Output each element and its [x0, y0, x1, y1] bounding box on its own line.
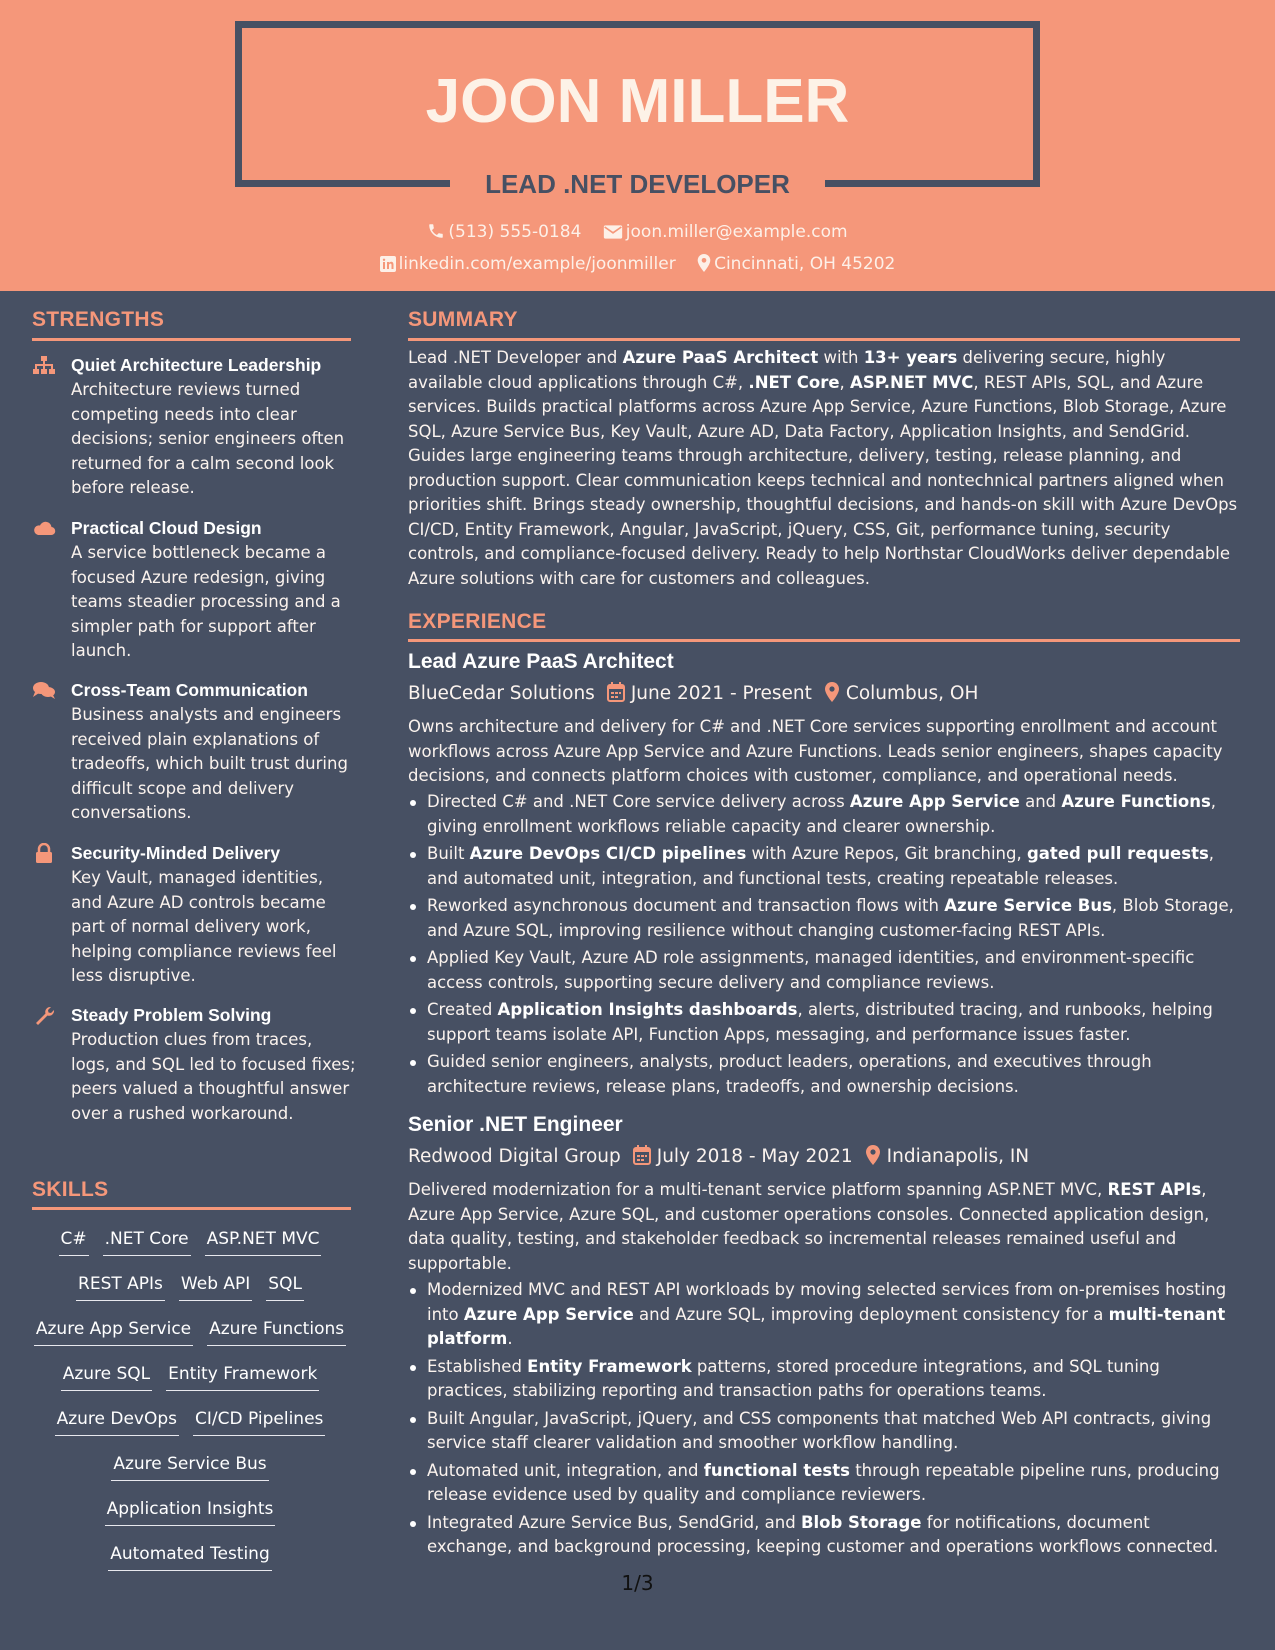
map-marker-icon	[865, 1145, 881, 1165]
job-bullet	[408, 1459, 1238, 1508]
text-run: Created	[427, 1000, 498, 1019]
job-meta	[408, 1144, 1029, 1170]
linkedin-icon	[380, 256, 396, 272]
job-location: Indianapolis, IN	[886, 1146, 1030, 1167]
skill-tag: REST APIs	[76, 1272, 165, 1301]
text-run: ,	[839, 372, 851, 392]
strength-desc: Key Vault, managed identities, and Azure AD controls became part of normal delivery work, helping compliance reviews feel less disruptive.	[71, 868, 337, 985]
contact-row-2	[0, 252, 1275, 276]
skill-tag: .NET Core	[103, 1227, 191, 1256]
job-bullets	[408, 790, 1238, 1102]
skill-tag: ASP.NET MVC	[205, 1227, 322, 1256]
bold-text: Azure DevOps CI/CD pipelines	[469, 844, 747, 863]
strength-name: Quiet Architecture Leadership	[71, 355, 322, 375]
envelope-icon	[603, 224, 623, 240]
text-run: with Azure Repos, Git branching,	[746, 844, 1027, 863]
skill-tag: Azure App Service	[34, 1317, 193, 1346]
text-run: Applied Key Vault, Azure AD role assignments, managed identities, and environment-specific access controls, supporting secure delivery and compliance reviews.	[427, 948, 1195, 992]
strengths-rule	[32, 338, 351, 341]
bold-text: Azure Service Bus	[944, 896, 1112, 915]
bold-text: Entity Framework	[527, 1356, 692, 1376]
skills-row	[20, 1542, 360, 1571]
skill-tag: Azure DevOps	[55, 1407, 179, 1436]
bold-text: gated pull requests	[1026, 844, 1209, 863]
bold-text: Azure App Service	[849, 792, 1020, 811]
phone-text[interactable]: (513) 555-0184	[448, 222, 582, 242]
job-bullet	[408, 1050, 1238, 1099]
phone-icon	[427, 222, 445, 240]
bold-text: Application Insights dashboards	[497, 1000, 798, 1019]
bold-text: REST APIs	[1107, 1180, 1202, 1199]
email-text[interactable]: joon.miller@example.com	[625, 222, 848, 242]
skill-tag: Entity Framework	[166, 1362, 319, 1391]
text-run: Directed C# and .NET Core service delivery across	[427, 792, 850, 811]
text-run: .	[507, 1329, 513, 1348]
summary-rule	[408, 338, 1240, 341]
location-text: Cincinnati, OH 45202	[714, 254, 896, 274]
page-number: 1/3	[621, 1571, 654, 1595]
summary-heading: SUMMARY	[408, 308, 518, 331]
contact-row-1	[0, 220, 1275, 244]
email-item	[603, 220, 848, 244]
text-run: , alerts, distributed tracing, and runbooks, helping support teams isolate API, Function Apps, messaging, and performance issues faster.	[427, 1000, 1213, 1044]
skills-row	[20, 1272, 360, 1301]
text-run: for notifications, document exchange, and background processing, keeping customer and operations workflows connected.	[427, 1512, 1219, 1556]
skills-row	[20, 1362, 360, 1391]
bold-text: Azure PaaS Architect	[622, 348, 819, 367]
comments-icon	[32, 680, 56, 700]
strength-desc: Business analysts and engineers received plain explanations of tradeoffs, which built trust during difficult scope and delivery conversations.	[71, 705, 348, 822]
text-run: , Blob Storage, and Azure SQL, improving resilience without changing customer-facing REST APIs.	[427, 896, 1234, 940]
job-bullet	[408, 894, 1238, 943]
strengths-heading: STRENGTHS	[32, 308, 165, 331]
strength-name: Practical Cloud Design	[71, 518, 262, 538]
text-run: through repeatable pipeline runs, producing release evidence used by quality and compliance reviewers.	[427, 1460, 1220, 1504]
skill-tag: Application Insights	[105, 1497, 276, 1526]
bold-text: ASP.NET MVC	[850, 372, 974, 392]
skill-tag: CI/CD Pipelines	[193, 1407, 325, 1436]
job-title: Senior .NET Engineer	[408, 1113, 623, 1136]
strength-name: Security-Minded Delivery	[71, 843, 281, 863]
job-description	[408, 1178, 1240, 1276]
text-run: Modernized MVC and REST API workloads by moving selected services from on-premises hosting into	[427, 1280, 1227, 1324]
text-run: Established	[427, 1356, 528, 1376]
text-run: Integrated Azure Service Bus, SendGrid, and	[427, 1512, 801, 1532]
calendar-icon	[633, 1145, 651, 1165]
skills-row	[20, 1407, 360, 1436]
skills-row	[20, 1227, 360, 1256]
text-run: , Azure App Service, Azure SQL, and customer operations consoles. Connected application design, data quality, testing, and stakeholder feedback so incremental releases remained useful and supportable.	[408, 1180, 1210, 1273]
job-bullet	[408, 842, 1238, 891]
calendar-icon	[607, 682, 625, 702]
text-run: and	[1019, 792, 1062, 811]
text-run: , and automated unit, integration, and functional tests, creating repeatable releases.	[427, 844, 1215, 888]
job-bullet	[408, 1407, 1238, 1456]
skills-row	[20, 1497, 360, 1526]
map-marker-icon	[697, 254, 711, 272]
text-run: Built	[427, 844, 470, 863]
job-bullet	[408, 998, 1238, 1047]
text-run: Delivered modernization for a multi-tenant service platform spanning ASP.NET MVC,	[408, 1180, 1108, 1199]
job-meta	[408, 681, 978, 707]
bold-text: multi-tenant platform	[427, 1304, 1226, 1348]
skill-tag: Automated Testing	[108, 1542, 272, 1571]
skill-tag: Azure SQL	[61, 1362, 152, 1391]
job-bullet	[408, 946, 1238, 995]
candidate-name: JOON MILLER	[425, 67, 850, 136]
text-run: , giving enrollment workflows reliable capacity and clearer ownership.	[427, 792, 1217, 836]
text-run: , REST APIs, SQL, and Azure services. Builds practical platforms across Azure App Service, Azure Functions, Blob Storage, Azure SQL, Azure Service Bus, Key Vault, Azure AD, Data Factory, Application Insights, and SendGrid. Guides large engineering teams through architecture, delivery, testing, release planning, and production support. Clear communication keeps technical and nontechnical partners aligned when priorities shift. Brings steady ownership, thoughtful decisions, and hands-on skill with Azure DevOps CI/CD, Entity Framework, Angular, JavaScript, jQuery, CSS, Git, performance tuning, security controls, and compliance-focused delivery. Ready to help Northstar CloudWorks deliver dependable Azure solutions with care for customers and colleagues.	[408, 372, 1238, 588]
bold-text: functional tests	[703, 1460, 850, 1480]
job-location: Columbus, OH	[845, 683, 979, 704]
strength-name: Cross-Team Communication	[71, 680, 308, 700]
sitemap-icon	[32, 355, 56, 375]
skill-tag: Azure Functions	[207, 1317, 346, 1346]
text-run: Built Angular, JavaScript, jQuery, and CSS components that matched Web API contracts, giving service staff clearer validation and smoother workflow handling.	[427, 1408, 1212, 1452]
skills-rule	[32, 1207, 351, 1210]
skill-tag: Web API	[179, 1272, 252, 1301]
strength-desc: A service bottleneck became a focused Azure redesign, giving teams steadier processing and a simpler path for support after launch.	[71, 543, 341, 660]
job-title: Lead Azure PaaS Architect	[408, 650, 674, 673]
location-item	[697, 252, 895, 276]
job-description: Owns architecture and delivery for C# and .NET Core services supporting enrollment and account workflows across Azure App Service and Azure Functions. Leads senior engineers, shapes capacity decisions, and connects platform choices with customer, compliance, and operational needs.	[408, 717, 1223, 785]
strength-desc: Production clues from traces, logs, and SQL led to focused fixes; peers valued a thoughtful answer over a rushed workaround.	[71, 1030, 356, 1123]
skill-tag: Azure Service Bus	[111, 1452, 268, 1481]
strength-desc: Architecture reviews turned competing needs into clear decisions; senior engineers often returned for a calm second look before release.	[71, 380, 345, 497]
cloud-icon	[32, 518, 56, 538]
linkedin-item	[380, 252, 676, 276]
bold-text: Blob Storage	[800, 1512, 922, 1532]
linkedin-text[interactable]: linkedin.com/example/joonmiller	[398, 254, 676, 274]
strength-name: Steady Problem Solving	[71, 1005, 272, 1025]
job-bullet	[408, 1511, 1238, 1560]
experience-heading: EXPERIENCE	[408, 610, 547, 633]
job-bullet	[408, 790, 1238, 839]
experience-rule	[408, 639, 1240, 642]
text-run: and Azure SQL, improving deployment consistency for a	[633, 1304, 1109, 1324]
job-bullet	[408, 1278, 1238, 1352]
bold-text: 13+ years	[863, 348, 958, 367]
text-run: delivering secure, highly available cloud applications through C#,	[408, 348, 1166, 392]
candidate-title: LEAD .NET DEVELOPER	[485, 169, 790, 199]
text-run: Reworked asynchronous document and transaction flows with	[427, 896, 945, 915]
map-marker-icon	[824, 682, 840, 702]
phone-item	[427, 220, 581, 244]
bold-text: .NET Core	[748, 372, 840, 392]
job-dates: July 2018 - May 2021	[656, 1146, 853, 1167]
skills-heading: SKILLS	[32, 1178, 109, 1201]
bold-text: Azure Functions	[1061, 792, 1211, 811]
lock-icon	[32, 843, 56, 863]
job-bullet	[408, 1355, 1238, 1404]
skill-tag: C#	[59, 1227, 89, 1256]
bold-text: Azure App Service	[463, 1304, 634, 1324]
job-company: BlueCedar Solutions	[408, 683, 595, 704]
skills-row	[20, 1317, 360, 1346]
text-run: Guided senior engineers, analysts, product leaders, operations, and executives through architecture reviews, release plans, tradeoffs, and ownership decisions.	[427, 1052, 1152, 1096]
text-run: Automated unit, integration, and	[427, 1460, 704, 1480]
text-run: with	[818, 348, 864, 367]
wrench-icon	[32, 1005, 56, 1025]
text-run: Lead .NET Developer and	[408, 348, 623, 367]
job-bullets	[408, 1278, 1238, 1563]
summary-text	[408, 346, 1240, 591]
text-run: patterns, stored procedure integrations, and SQL tuning practices, stabilizing reporting and transaction paths for operations teams.	[427, 1356, 1160, 1400]
skills-row	[20, 1452, 360, 1481]
job-dates: June 2021 - Present	[630, 683, 812, 704]
job-company: Redwood Digital Group	[408, 1146, 621, 1167]
skill-tag: SQL	[266, 1272, 304, 1301]
